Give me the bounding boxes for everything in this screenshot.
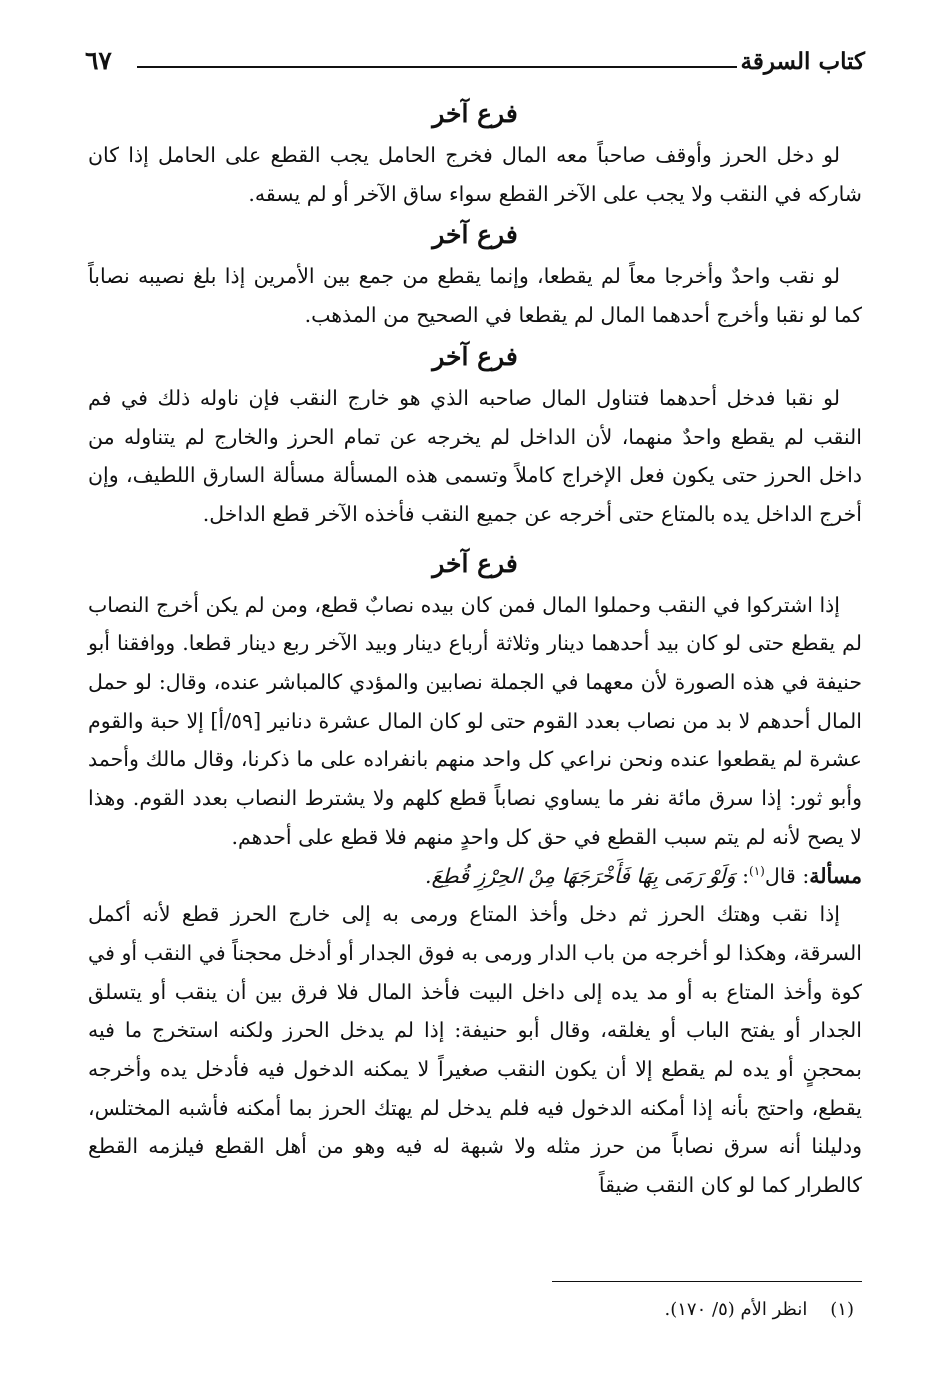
masala-line: مسألة: قال$^{(١)}$: وَلَوْ رَمَى بِهَا فَأَخْرَجَهَا مِنْ الحِرْزِ قُطِعَ. [424, 863, 862, 888]
section-heading: فرع آخر [432, 220, 518, 250]
footnote-text: انظر الأم (٥/ ١٧٠). [664, 1299, 808, 1320]
section-paragraph: إذا اشتركوا في النقب وحملوا المال فمن كان بيده نصابٌ قطع، ومن لم يكن أخرج النصاب لم يقطع حتى لو كان بيد أحدهما دينار وثلاثة أرباع دينار وبيد الآخر ربع دينار قطعا. ووافقنا أبو حنيفة في هذه الصورة لأن معهما في الجملة نصابين والمؤدي كالمباشر عنده، وقال: لو حمل المال أحدهم لا بد من نصاب بعدد القوم حتى لو كان المال عشرة دنانير [٥٩/أ] إلا حبة والقوم عشرة لم يقطعوا عنده ونحن نراعي كل واحد منهم بانفراده على ما ذكرنا، وقال مالك وأحمد وأبو ثور: إذا سرق مائة نفر ما يساوي نصاباً قطع كلهم ولا يشترط النصاب بعدد القوم. وهذا لا يصح لأنه لم يتم سبب القطع في حق كل واحدٍ منهم فلا قطع على أحدهم. [88, 592, 862, 849]
masala-qala: قال [764, 863, 796, 888]
section-paragraph: لو نقبا فدخل أحدهما فتناول المال صاحبه الذي هو خارج النقب فإن ناوله ذلك في فم النقب لم يقطع واحدٌ منهما، لأن الداخل لم يخرجه عن تمام الحرز والخارج لم يتناوله من داخل الحرز حتى يكون فعل الإخراج كاملاً وتسمى هذه المسألة مسألة السارق اللطيف، وإن أخرج الداخل يده بالمتاع حتى أخرجه عن جميع النقب فأخذه الآخر قطع الداخل. [88, 385, 862, 526]
section-heading: فرع آخر [432, 99, 518, 128]
footnote-marker[interactable]: (١) [749, 863, 765, 878]
running-header [85, 40, 865, 80]
page-body [88, 92, 862, 1205]
section-heading: فرع آخر [432, 341, 518, 371]
section-heading: فرع آخر [432, 548, 518, 578]
page-number: ٦٧ [85, 46, 112, 75]
footnote-number: (١) [830, 1299, 854, 1320]
section-paragraph: لو نقب واحدٌ وأخرجا معاً لم يقطعا، وإنما يقطع من جمع بين الأمرين إذا بلغ نصيبه نصاباً كما لو نقبا وأخرج أحدهما المال لم يقطعا في الصحيح من المذهب. [88, 264, 862, 328]
header-rule [137, 66, 737, 68]
final-paragraph: إذا نقب وهتك الحرز ثم دخل وأخذ المتاع ورمى به إلى خارج الحرز قطع لأنه أكمل السرقة، وهكذا لو أخرجه من باب الدار ورمى به فوق الجدار أو أدخل محجناً في النقب أو في كوة وأخذ المتاع به أو مد يده إلى داخل البيت فأخذ المال فلا فرق بين أن ينقب أو يتسلق الجدار أو يفتح الباب أو يغلقه، وقال أبو حنيفة: إذا لم يدخل الحرز ولكنه استخرج ما فيه بمحجنٍ أو يده لم يقطع إلا أن يكون النقب صغيراً لا يمكنه الدخول فيه فأدخل يده وأخرجه يقطع، واحتج بأنه إذا أمكنه الدخول فيه فلم يدخل لم يهتك الحرز بما أمكنه فأشبه المختلس، ودليلنا أنه سرق نصاباً من حرز مثله ولا شبهة له فيه وهو من أهل القطع فيلزمه القطع كالطرار كما لو كان النقب ضيقاً [88, 902, 862, 1198]
footnote [665, 1297, 854, 1323]
book-title: كتاب السرقة [740, 48, 865, 75]
section-paragraph: لو دخل الحرز وأوقف صاحباً معه المال فخرج الحامل يجب القطع على الحامل إذا كان شاركه في النقب ولا يجب على الآخر القطع سواء ساق الآخر أو لم يسقه. [88, 143, 862, 206]
masala-label: مسألة [809, 863, 862, 888]
footnote-rule [552, 1281, 862, 1282]
masala-quote: وَلَوْ رَمَى بِهَا فَأَخْرَجَهَا مِنْ الحِرْزِ قُطِعَ. [424, 863, 736, 888]
